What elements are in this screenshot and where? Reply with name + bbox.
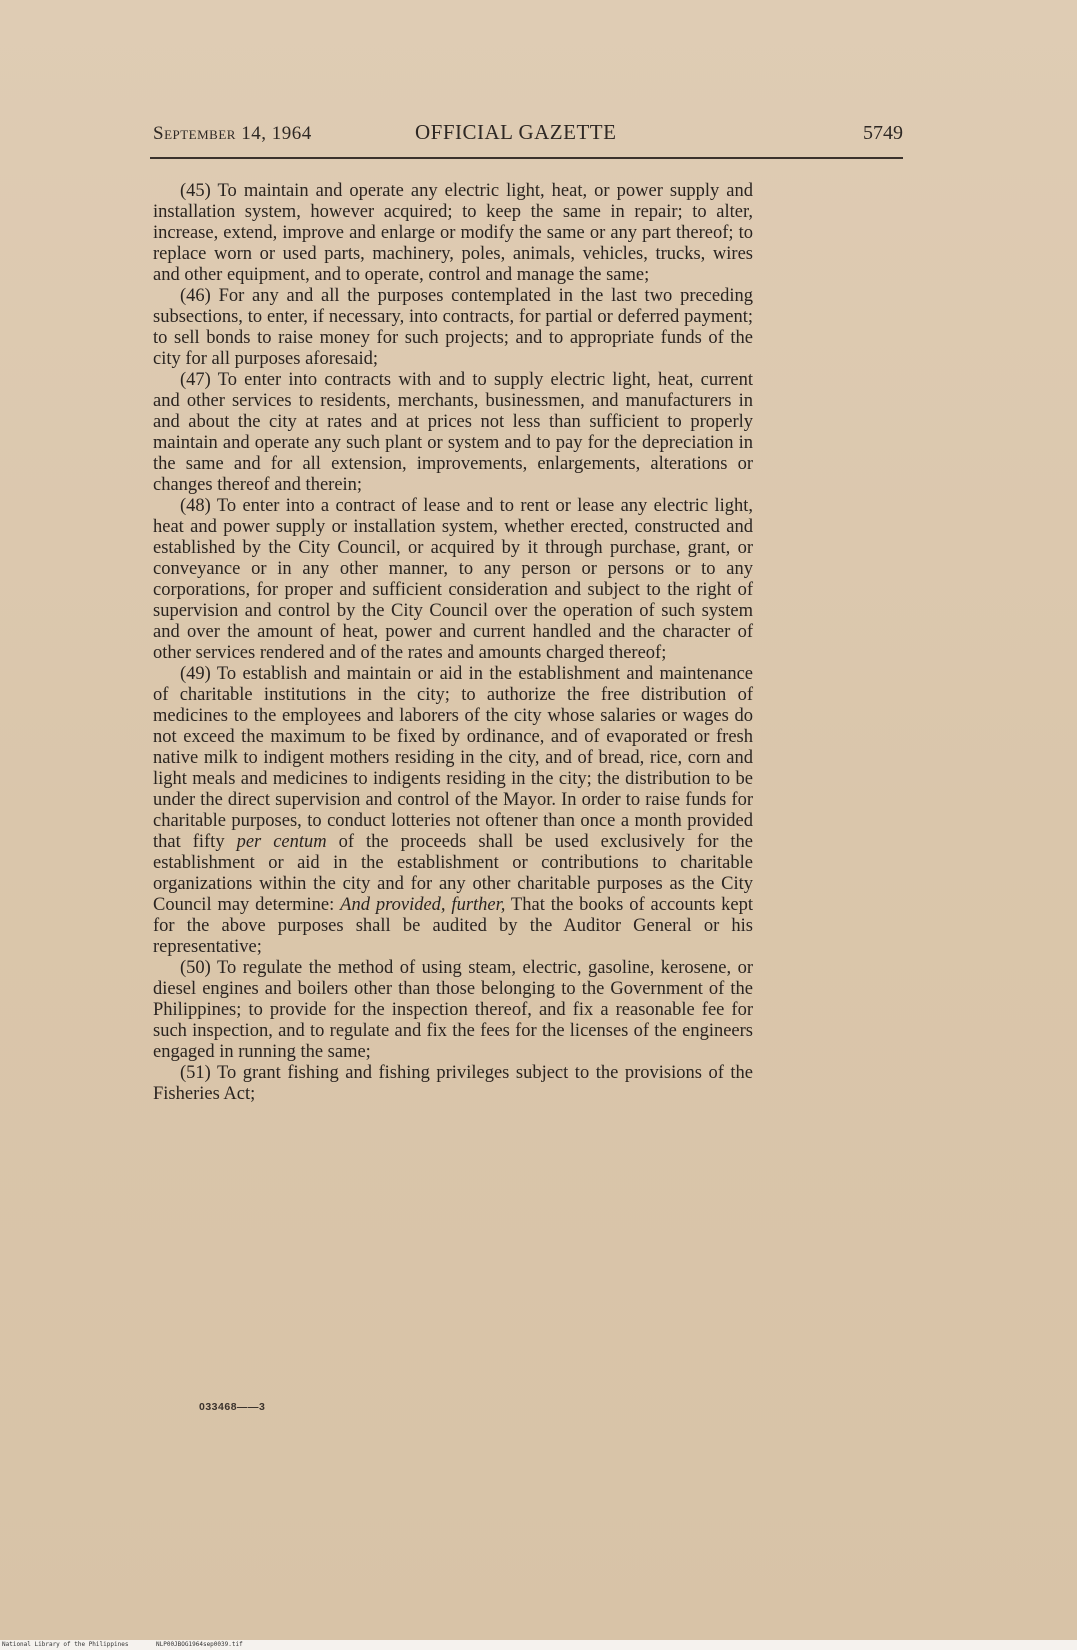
paragraph-50: (50) To regulate the method of using steam, electric, gasoline, kerosene, or diesel engines and boilers other than those belonging to the Government of the Philippines; to provide for the inspection thereof, and fix a reasonable fee for such inspection, and to regulate and fix the fees for the licenses of the engineers engaged in running the same; [153,958,753,1062]
header-date: September 14, 1964 [153,123,312,144]
page-number: 5749 [863,122,903,144]
paragraph-49-part-1: (49) To establish and maintain or aid in the establishment and maintenance of charitable institutions in the city; to authorize the free distribution of medicines to the employees and laborers of the city whose salaries or wages do not exceed the maximum to be fixed by ordinance, and of evaporated or fresh native milk to indigent mothers residing in the city, and of bread, rice, corn and light meals and medicines to indigents residing in the city; the distribution to be under the direct supervision and control of the Mayor. In order to raise funds for charitable purposes, to conduct lotteries not oftener than once a month provided that fifty [153,664,753,852]
paragraph-51: (51) To grant fishing and fishing privileges subject to the provisions of the Fisheries Act; [153,1063,753,1104]
paragraph-49-part-2: of the proceeds shall be used exclusively for the establishment or aid in the establishment or contributions to charitable organizations within the city and for any other charitable purposes as the City Council may determine: [153,832,753,915]
paragraph-47: (47) To enter into contracts with and to supply electric light, heat, current and other services to residents, merchants, businessmen, and manufacturers in and about the city at rates and at prices not less than sufficient to properly maintain and operate any such plant or system and to pay for the depreciation in the same and for all extension, improvements, enlargements, alterations or changes thereof and therein; [153,370,753,495]
paragraph-46: (46) For any and all the purposes contemplated in the last two preceding subsections, to enter, if necessary, into contracts, for partial or deferred payment; to sell bonds to raise money for such projects; and to appropriate funds of the city for all purposes aforesaid; [153,286,753,369]
print-code: 033468——3 [199,1401,266,1413]
paragraph-49-part-3: That the books of accounts kept for the above purposes shall be audited by the Auditor General or his representative; [153,895,753,957]
paragraph-48: (48) To enter into a contract of lease and to rent or lease any electric light, heat and power supply or installation system, whether erected, constructed and established by the City Council, or acquired by it through purchase, grant, or conveyance or in any other manner, to any person or persons or to any corporations, for proper and sufficient consideration and subject to the right of supervision and control by the City Council over the operation of such system and over the amount of heat, power and current handled and the character of other services rendered and of the rates and amounts charged thereof; [153,496,753,663]
paragraph-49-italic-2: And provided, further, [340,895,506,915]
paragraph-49-italic-1: per centum [236,832,327,852]
paragraph-49 [153,664,753,958]
page-header [153,120,903,150]
body-text [153,181,753,1105]
header-rule [150,157,903,159]
scan-info-strip [0,1640,1077,1650]
paragraph-45: (45) To maintain and operate any electric light, heat, or power supply and installation system, however acquired; to keep the same in repair; to alter, increase, extend, improve and enlarge or modify the same or any part thereof; to replace worn or used parts, machinery, poles, animals, vehicles, trucks, wires and other equipment, and to operate, control and manage the same; [153,181,753,285]
scan-filename: NLP00JBOG1964sep0039.tif [156,1641,243,1648]
scan-library: National Library of the Philippines [2,1641,129,1648]
header-title: OFFICIAL GAZETTE [415,120,617,144]
